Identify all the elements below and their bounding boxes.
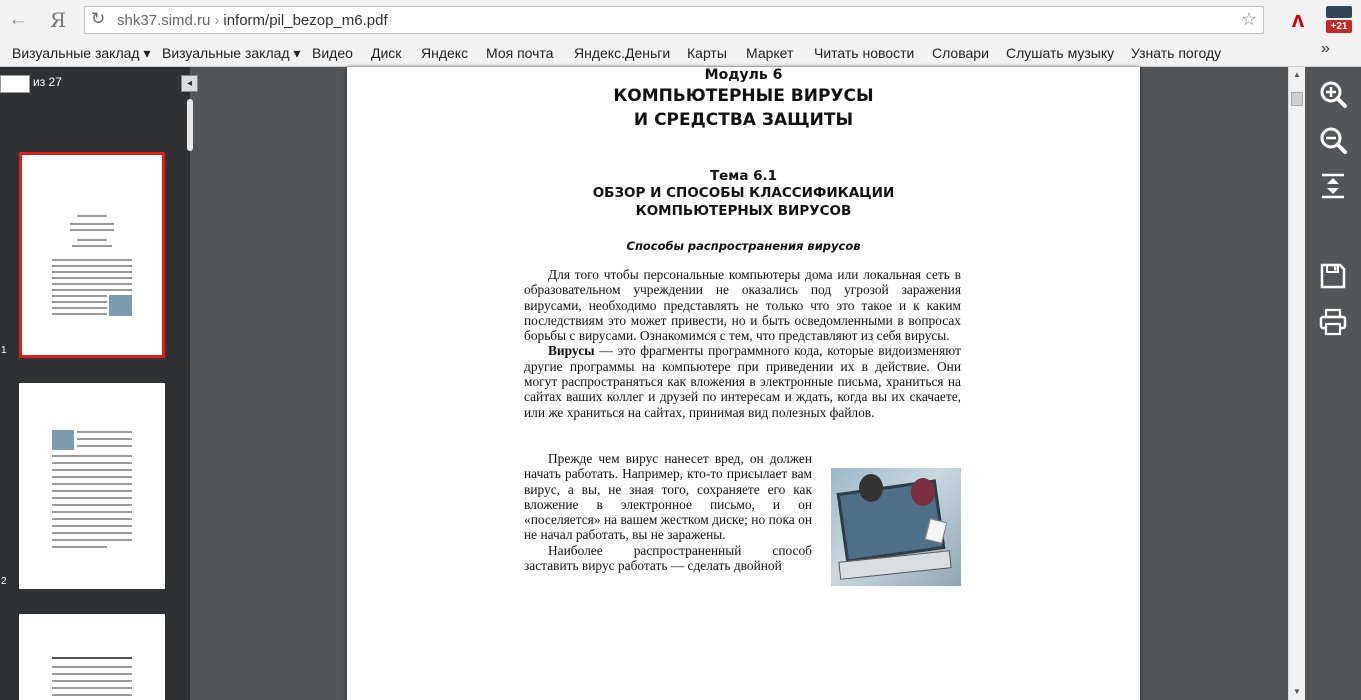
url-path: inform/pil_bezop_m6.pdf <box>223 12 388 29</box>
paragraph-intro: Для того чтобы персональные компьютеры дома или локальная сеть в образовательном учреждении не оказались под угрозой заражения вирусами, необходимо представлять не только что это такое и к каким последствиям это может привести, но и быть осведомленными в вопросах борьбы с вирусами. Ознакомимся с тем, что представляют из себя вирусы. <box>524 267 961 344</box>
zoom-in-icon[interactable] <box>1318 79 1348 109</box>
subtitle-line-1: ОБЗОР И СПОСОБЫ КЛАССИФИКАЦИИ <box>592 185 895 201</box>
page-thumbnail[interactable] <box>19 383 165 589</box>
page-thumbnail[interactable] <box>19 152 165 358</box>
bookmark-visual-2[interactable]: Визуальные заклад ▾ <box>162 45 301 61</box>
pdf-viewer <box>0 67 1361 700</box>
thumb-line <box>52 497 132 499</box>
bookmark-mail[interactable]: Моя почта <box>486 45 554 61</box>
browser-toolbar <box>0 0 1361 40</box>
bookmarks-more-button[interactable]: » <box>1321 40 1330 57</box>
page-number-input[interactable] <box>0 75 30 93</box>
thumb-line <box>70 223 114 225</box>
thumb-line <box>77 239 107 241</box>
thumb-line <box>52 546 107 548</box>
sidebar-scrollbar[interactable] <box>187 99 193 151</box>
page-title-line-2: И СРЕДСТВА ЗАЩИТЫ <box>633 110 854 130</box>
reload-icon[interactable]: ↻ <box>91 9 106 28</box>
thumb-line <box>52 525 132 527</box>
bookmark-star-icon[interactable]: ☆ <box>1240 9 1257 29</box>
thumb-line <box>52 259 132 261</box>
bookmark-visual-1[interactable]: Визуальные заклад ▾ <box>12 45 151 61</box>
thumb-line <box>52 657 132 659</box>
thumb-image <box>52 430 74 450</box>
scroll-down-button[interactable]: ▼ <box>1293 687 1301 696</box>
thumb-line <box>72 245 112 247</box>
bookmark-weather[interactable]: Узнать погоду <box>1131 45 1222 61</box>
pdf-page <box>347 67 1140 700</box>
pdf-tools <box>1305 67 1361 700</box>
module-heading: Модуль 6 <box>704 67 783 83</box>
weather-extension-button[interactable] <box>1326 6 1352 34</box>
thumbnail-number: 1 <box>1 345 7 356</box>
theme-heading: Тема 6.1 <box>709 168 778 184</box>
thumb-line <box>77 431 132 433</box>
subtitle-line-2: КОМПЬЮТЕРНЫХ ВИРУСОВ <box>635 203 852 219</box>
page-title-line-1: КОМПЬЮТЕРНЫЕ ВИРУСЫ <box>613 86 874 106</box>
thumb-line <box>77 438 132 440</box>
page-scrollbar[interactable] <box>1288 67 1305 700</box>
bookmarks-bar <box>0 40 1361 67</box>
scroll-up-button[interactable]: ▲ <box>1293 70 1301 79</box>
thumb-line <box>52 694 132 696</box>
bookmark-music[interactable]: Слушать музыку <box>1006 45 1115 61</box>
thumb-line <box>52 307 107 309</box>
paragraph-viruses <box>524 343 961 419</box>
thumb-line <box>52 511 132 513</box>
paragraph-viruses-text: — это фрагменты программного кода, которые видоизменяют другие программы на компьютере при приведении их в действие. Они могут распространяться как вложения в электронные письма, храниться на сайтах ваших коллег и друзей по интересам и ждать, когда вы их скачаете, или же храниться на сайтах, принимая вид полезных файлов. <box>524 343 961 420</box>
yandex-logo-button[interactable]: Я <box>49 8 67 32</box>
thumb-line <box>52 680 132 682</box>
print-icon[interactable] <box>1318 307 1348 337</box>
thumb-line <box>52 462 132 464</box>
thumb-line <box>52 455 132 457</box>
scroll-thumb[interactable] <box>1291 92 1303 106</box>
thumbnail-number: 2 <box>1 576 7 587</box>
body-text <box>524 267 961 420</box>
thumb-line <box>52 532 132 534</box>
thumb-line <box>52 301 107 303</box>
virus-character <box>911 478 935 506</box>
thumb-line <box>52 504 132 506</box>
bookmark-news[interactable]: Читать новости <box>814 45 915 61</box>
section-heading: Способы распространения вирусов <box>626 239 861 253</box>
thumb-image <box>109 295 132 316</box>
bookmark-video[interactable]: Видео <box>312 45 353 61</box>
save-icon[interactable] <box>1318 261 1348 291</box>
back-button[interactable]: ← <box>8 9 28 30</box>
thumb-line <box>52 490 132 492</box>
thumb-line <box>52 539 132 541</box>
weather-icon <box>1326 6 1352 18</box>
address-bar[interactable] <box>84 6 1264 34</box>
avira-extension-icon[interactable]: ᴧ <box>1291 7 1305 32</box>
bookmark-dictionaries[interactable]: Словари <box>932 45 989 61</box>
term-viruses: Вирусы <box>548 343 595 359</box>
thumb-line <box>52 666 132 668</box>
thumb-line <box>52 476 132 478</box>
thumb-line <box>52 265 132 267</box>
bookmark-money[interactable]: Яндекс.Деньги <box>574 45 671 61</box>
page-thumbnail[interactable] <box>19 614 165 700</box>
paragraph-infection: Прежде чем вирус нанесет вред, он должен начать работать. Например, кто-то присылает вам вирус, а вы, не зная того, сохраняете его как вложение в электронное письмо, и он «поселяется» на вашем жестком диске; но пока он не начал работать, вы не заражены. <box>524 451 812 543</box>
thumb-line <box>52 277 132 279</box>
thumb-line <box>52 687 132 689</box>
fit-page-icon[interactable] <box>1318 171 1348 201</box>
virus-character <box>859 474 883 502</box>
bookmark-maps[interactable]: Карты <box>687 45 727 61</box>
thumb-line <box>52 289 132 291</box>
thumb-line <box>52 518 132 520</box>
bookmark-yandex[interactable]: Яндекс <box>421 45 469 61</box>
page-total: из 27 <box>33 75 62 89</box>
virus-illustration <box>831 468 961 586</box>
thumb-line <box>70 229 114 231</box>
body-text-wrapped <box>524 451 812 573</box>
weather-badge: +21 <box>1326 20 1352 33</box>
thumb-line <box>52 295 107 297</box>
zoom-out-icon[interactable] <box>1318 125 1348 155</box>
thumb-line <box>52 313 107 315</box>
url-separator: › <box>214 12 220 29</box>
thumb-line <box>52 271 132 273</box>
collapse-sidebar-button[interactable]: ◂ <box>181 75 198 92</box>
bookmark-disk[interactable]: Диск <box>371 45 402 61</box>
thumb-line <box>52 469 132 471</box>
thumb-line <box>77 215 107 217</box>
thumb-line <box>52 673 132 675</box>
thumbnail-sidebar <box>0 67 193 700</box>
thumb-line <box>77 445 132 447</box>
thumb-line <box>52 283 132 285</box>
paragraph-method: Наиболее распространенный способ заставить вирус работать — сделать двойной <box>524 542 812 574</box>
thumb-line <box>52 483 132 485</box>
url-host: shk37.simd.ru <box>117 12 211 29</box>
bookmark-market[interactable]: Маркет <box>746 45 794 61</box>
url-text[interactable] <box>117 12 388 29</box>
